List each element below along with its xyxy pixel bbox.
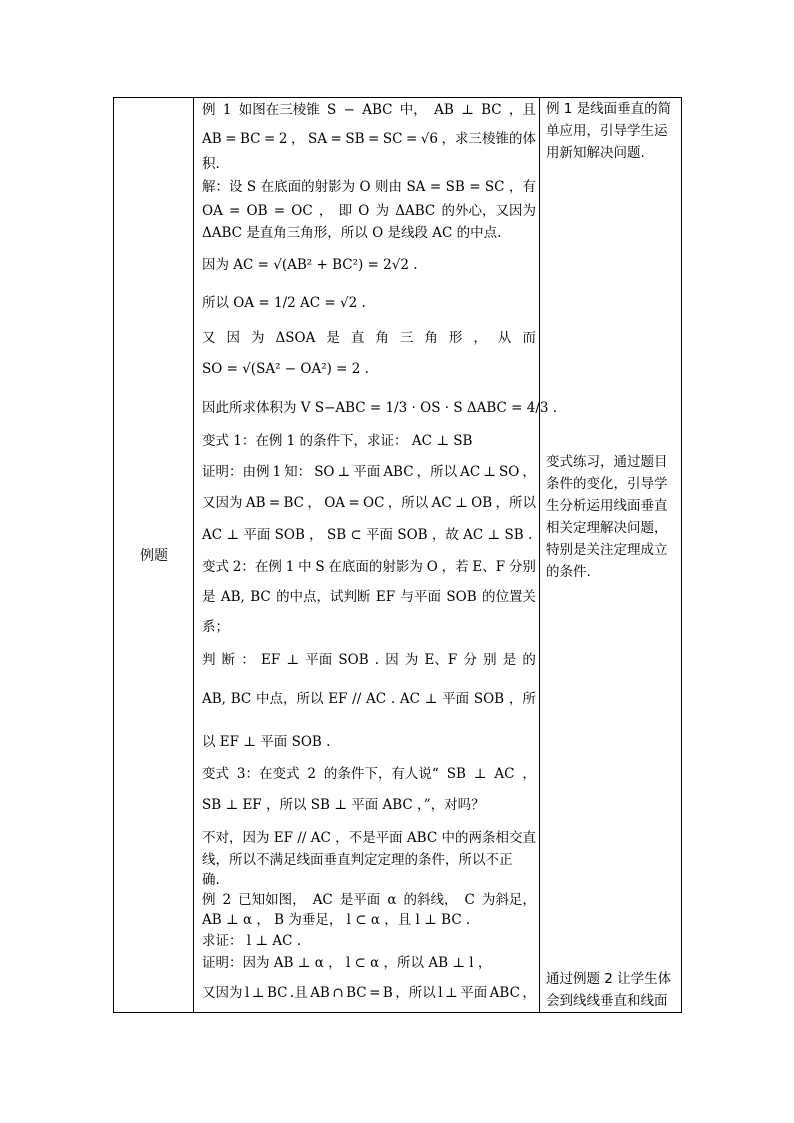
content-column <box>194 98 558 1012</box>
content-line: 确. <box>202 872 220 888</box>
content-line: 变式 3：在变式 2 的条件下，有人说“ SB ⊥ AC ， <box>202 766 536 782</box>
content-line: SO = √(SA² − OA²) = 2 . <box>202 361 369 377</box>
content-line: 系； <box>202 619 229 635</box>
content-line: 是 AB, BC 的中点，试判断 EF 与平面 SOB 的位置关 <box>202 589 536 605</box>
note-example-1: 例 1 是线面垂直的简 单应用，引导学生运 用新知解决问题. <box>546 101 672 161</box>
content-line: ΔABC 是直角三角形，所以 O 是线段 AC 的中点. <box>202 225 502 241</box>
content-line: 因此所求体积为 V S−ABC = 1/3 · OS · S ΔABC = 4/3 . <box>202 400 558 416</box>
content-line: 例 1 如图在三棱锥 S − ABC 中， AB ⊥ BC ，且 <box>202 102 536 118</box>
notes-column <box>540 98 682 1012</box>
content-line: 不对，因为 EF // AC ，不是平面 ABC 中的两条相交直 <box>202 830 536 846</box>
content-line: 证明：由例 1 知： SO ⊥ 平面 ABC ，所以 AC ⊥ SO ， <box>202 464 536 480</box>
content-line: 以 EF ⊥ 平面 SOB . <box>202 734 331 750</box>
content-line: 线，所以不满足线面垂直判定定理的条件，所以不正 <box>202 852 513 868</box>
content-line: 又因为 l ⊥ BC .且 AB ∩ BC = B ，所以 l ⊥ 平面 ABC ， <box>202 985 536 1001</box>
content-line: OA = OB = OC ， 即 O 为 ΔABC 的外心，又因为 <box>202 203 536 219</box>
note-example-2: 通过例题 2 让学生体 会到线线垂直和线面 <box>546 971 672 1009</box>
content-line: AC ⊥ 平面 SOB ， SB ⊂ 平面 SOB ，故 AC ⊥ SB . <box>202 527 533 543</box>
content-line: 解：设 S 在底面的射影为 O 则由 SA = SB = SC ，有 <box>202 179 536 195</box>
content-line: 变式 2：在例 1 中 S 在底面的射影为 O ，若 E、F 分别 <box>202 559 536 575</box>
content-line: 又 因 为 ΔSOA 是 直 角 三 角 形 ， 从 而 <box>202 330 536 346</box>
content-line: 所以 OA = 1/2 AC = √2 . <box>202 295 366 311</box>
content-line: 证明：因为 AB ⊥ α ， l ⊂ α ，所以 AB ⊥ l ， <box>202 955 492 971</box>
content-line: 因为 AC = √(AB² + BC²) = 2√2 . <box>202 257 418 273</box>
lesson-table <box>113 97 682 1013</box>
content-line: 变式 1：在例 1 的条件下，求证： AC ⊥ SB <box>202 433 473 449</box>
content-line: 例 2 已知如图， AC 是平面 α 的斜线， C 为斜足， <box>202 892 536 908</box>
content-line: AB, BC 中点，所以 EF // AC . AC ⊥ 平面 SOB ，所 <box>202 691 536 707</box>
note-variants: 变式练习，通过题目 条件的变化，引导学 生分析运用线面垂直 相关定理解决问题， 特别是关注定理成立 的条件. <box>546 454 668 580</box>
section-label <box>114 98 194 1012</box>
content-line: AB ⊥ α ， B 为垂足， l ⊂ α ，且 l ⊥ BC . <box>202 912 471 928</box>
content-line: SB ⊥ EF ，所以 SB ⊥ 平面 ABC ，”，对吗？ <box>202 797 485 813</box>
section-label-text: 例题 <box>140 548 168 564</box>
content-line: 积. <box>202 156 220 172</box>
content-line: 判 断 ： EF ⊥ 平面 SOB . 因 为 E、F 分 别 是 的 <box>202 652 536 668</box>
content-line: AB = BC = 2 ， SA = SB = SC = √6 ，求三棱锥的体 <box>202 131 536 147</box>
content-line: 又因为 AB = BC ， OA = OC ，所以 AC ⊥ OB ，所以 <box>202 495 536 511</box>
content-line: 求证： l ⊥ AC . <box>202 933 302 949</box>
